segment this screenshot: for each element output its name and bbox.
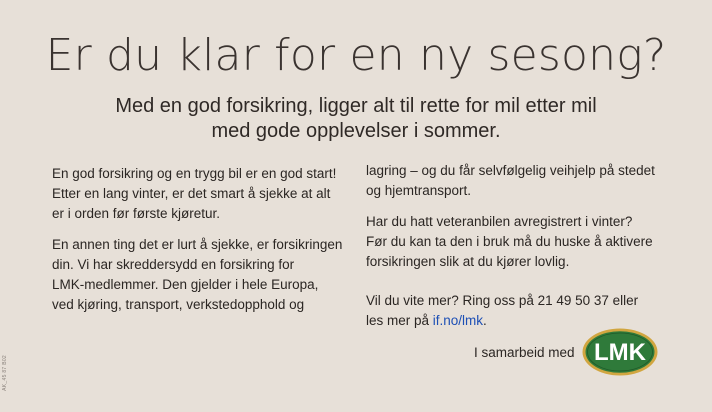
contact-prefix: les mer på xyxy=(366,313,433,328)
subheadline xyxy=(0,94,712,144)
text-line: Før du kan ta den i bruk må du huske å aktivere xyxy=(366,234,653,249)
side-code: AK_45 87 B02 xyxy=(2,355,8,391)
partner-text: I samarbeid med xyxy=(474,345,575,360)
paragraph-insurance xyxy=(52,235,352,315)
text-line: Har du hatt veteranbilen avregistrert i vinter? xyxy=(366,214,633,229)
paragraph-deregistered xyxy=(366,212,666,272)
contact-suffix: . xyxy=(483,313,487,328)
subheadline-line-2: med gode opplevelser i sommer. xyxy=(211,120,501,142)
contact-line: Vil du vite mer? Ring oss på 21 49 50 37 eller xyxy=(366,293,639,308)
logo-text: LMK xyxy=(594,339,646,366)
paragraph-intro xyxy=(52,164,352,224)
text-line: En god forsikring og en trygg bil er en god start! xyxy=(52,166,337,181)
paragraph-continuation xyxy=(366,161,666,201)
lmk-logo-icon xyxy=(581,327,659,377)
text-line: En annen ting det er lurt å sjekke, er forsikringen xyxy=(52,237,343,252)
text-line: Etter en lang vinter, er det smart å sjekke at alt xyxy=(52,186,331,201)
right-column xyxy=(366,161,666,342)
left-column xyxy=(52,164,352,326)
website-link[interactable]: if.no/lmk xyxy=(432,313,484,328)
text-line: er i orden før første kjøretur. xyxy=(52,206,221,221)
text-line: LMK-medlemmer. Den gjelder i hele Europa, xyxy=(52,277,319,292)
text-line: lagring – og du får selvfølgelig veihjelp på stedet xyxy=(366,163,655,178)
text-line: ved kjøring, transport, verkstedopphold og xyxy=(52,297,305,312)
text-line: og hjemtransport. xyxy=(366,183,472,198)
headline: Er du klar for en ny sesong? xyxy=(45,30,667,81)
paragraph-contact xyxy=(366,291,666,331)
text-line: din. Vi har skreddersydd en forsikring for xyxy=(52,257,295,272)
subheadline-line-1: Med en god forsikring, ligger alt til rette for mil etter mil xyxy=(115,95,597,117)
text-line: forsikringen slik at du kjører lovlig. xyxy=(366,254,570,269)
